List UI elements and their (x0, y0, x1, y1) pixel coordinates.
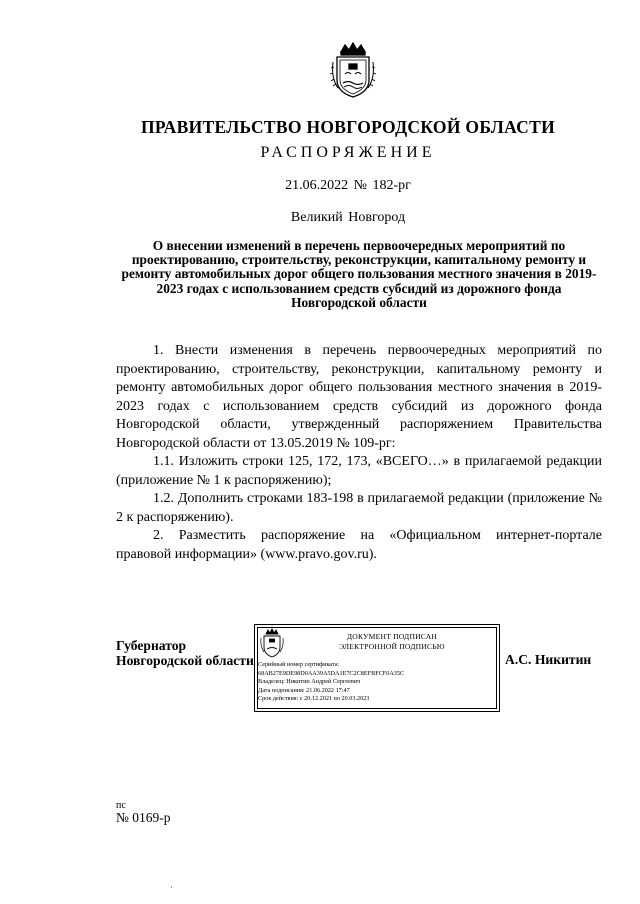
signer-position (116, 639, 254, 668)
footer-code: № 0169-р (116, 810, 171, 825)
stamp-details (258, 661, 496, 704)
document-subject: О внесении изменений в перечень первоочередных мероприятий по проектированию, строительству, реконструкции, капитальному ремонту и ремонту автомобильных дорог общего пользования местного значения в 2019-2023 годах с использованием средств субсидий из дорожного фонда Новгородской области (121, 238, 597, 310)
certificate-serial-value: 68AB27E9DE98D0AA39A5DA1E7C2C8EFBFCF0A35C (258, 669, 405, 677)
date-and-number: 21.06.2022 № 182-рг (285, 178, 411, 193)
document-body (116, 342, 602, 564)
coat-of-arms-emblem (328, 40, 378, 100)
footer-registration (116, 800, 171, 825)
certificate-owner: Владелец: Никитин Андрей Сергеевич (258, 678, 361, 686)
document-type: РАСПОРЯЖЕНИЕ (260, 144, 436, 161)
signer-position-line-1: Губернатор (116, 638, 187, 653)
stamp-emblem-icon (259, 628, 285, 658)
paragraph-1-2: 1.2. Дополнить строками 183-198 в прилагаемой редакции (приложение № 2 к распоряжению). (116, 491, 602, 525)
electronic-signature-stamp (254, 624, 500, 712)
paragraph-2: 2. Разместить распоряжение на «Официальном интернет-портале правовой информации» (www.pravo.gov.ru). (116, 528, 602, 562)
footer-mark: пс (116, 800, 126, 811)
government-title: ПРАВИТЕЛЬСТВО НОВГОРОДСКОЙ ОБЛАСТИ (141, 117, 555, 137)
stamp-heading (289, 632, 495, 651)
stamp-heading-line-2: ЭЛЕКТРОННОЙ ПОДПИСЬЮ (339, 641, 445, 651)
signer-name: А.С. Никитин (505, 652, 592, 667)
issue-city: Великий Новгород (290, 210, 406, 225)
page-mark: · (170, 883, 173, 892)
signer-position-line-2: Новгородской области (116, 652, 254, 668)
stamp-heading-line-1: ДОКУМЕНТ ПОДПИСАН (346, 632, 438, 641)
certificate-validity: Срок действия: с 20.12.2021 по 20.03.2023 (258, 695, 370, 703)
paragraph-1-1: 1.1. Изложить строки 125, 172, 173, «ВСЕГО…» в прилагаемой редакции (приложение № 1 к распоряжению); (116, 454, 602, 488)
paragraph-1: 1. Внести изменения в перечень первоочередных мероприятий по проектированию, строительству, реконструкции, капитальному ремонту и ремонту автомобильных дорог общего пользования местного значения в 2019-2023 годах с использованием средств субсидий из дорожного фонда Новгородской области, утвержденный распоряжением Правительства Новгородской области от 13.05.2019 № 109-рг: (116, 343, 602, 451)
certificate-serial-label: Серийный номер сертификата: (258, 661, 340, 668)
signing-date: Дата подписания: 21.06.2022 17:47 (258, 686, 350, 694)
